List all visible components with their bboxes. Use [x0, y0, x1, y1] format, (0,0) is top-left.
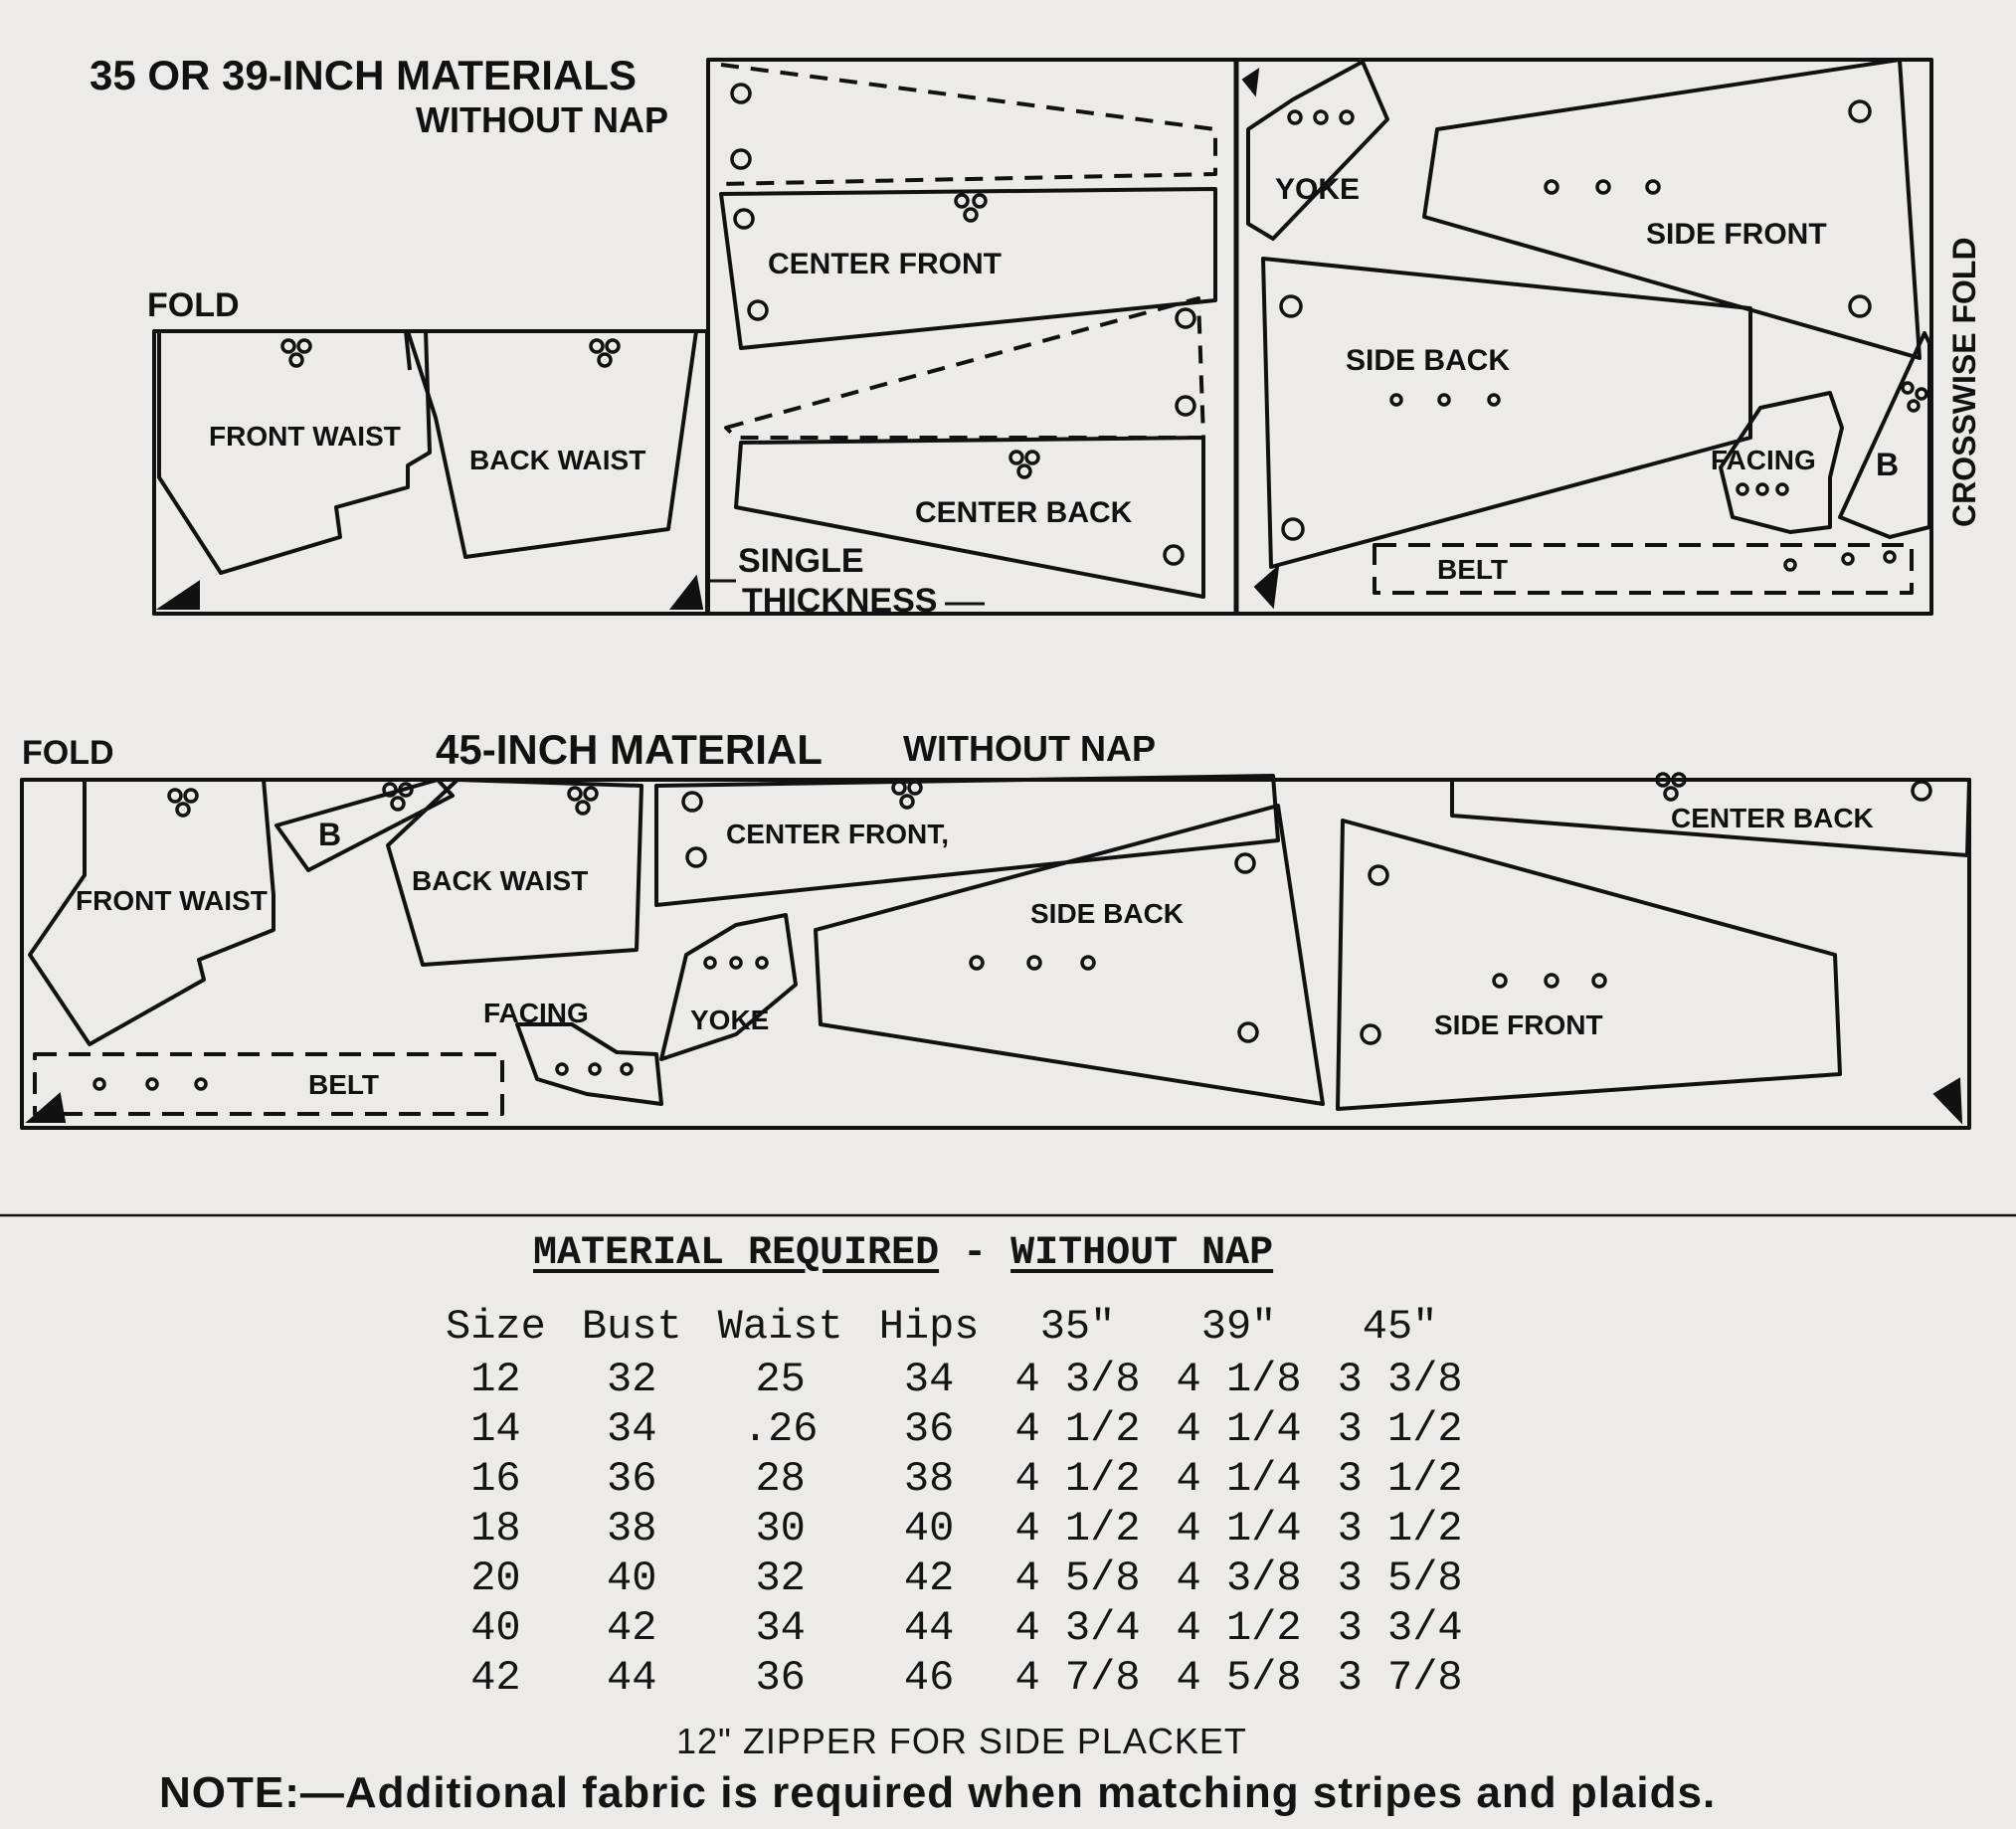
cell: 38: [903, 1455, 955, 1503]
layout1-center-back-dashed: [726, 298, 1203, 438]
col-header-waist: Waist: [717, 1303, 843, 1351]
layout1-single-fabric: [708, 60, 1931, 614]
cell: 25: [755, 1356, 806, 1403]
requirements-title: [533, 1231, 1273, 1276]
col-header-size: Size: [446, 1303, 546, 1351]
layout2-label-center-back: CENTER BACK: [1671, 803, 1874, 833]
cell: 36: [755, 1654, 806, 1702]
fold-mark-1: [159, 582, 199, 609]
fold-mark-2: [671, 577, 702, 609]
cell: 34: [903, 1356, 955, 1403]
cell: 3 1/2: [1337, 1455, 1463, 1503]
zipper-note: 12" ZIPPER FOR SIDE PLACKET: [676, 1721, 1247, 1761]
layout2-label-back-waist: BACK WAIST: [412, 865, 589, 896]
requirements-table: [428, 1303, 1481, 1703]
layout1-center-front-dashed: [721, 65, 1215, 184]
layout2-side-front-piece: [1338, 821, 1840, 1109]
layout2-label-belt: BELT: [308, 1069, 380, 1100]
layout2-label-facing: FACING: [483, 998, 589, 1028]
layout1-label-side-back: SIDE BACK: [1346, 344, 1511, 377]
table-row: [428, 1404, 1481, 1454]
cell: 20: [470, 1555, 521, 1602]
cell: 40: [470, 1604, 521, 1652]
layout1-thickness-label: THICKNESS: [742, 582, 938, 620]
layout1-label-center-back: CENTER BACK: [915, 496, 1133, 529]
cell: 34: [607, 1405, 657, 1453]
col-header-39: 39": [1200, 1303, 1277, 1351]
cell: 38: [607, 1505, 657, 1553]
layout1-title: 35 OR 39-INCH MATERIALS: [90, 52, 637, 98]
layout2-label-yoke: YOKE: [690, 1005, 770, 1035]
cell: 32: [607, 1356, 657, 1403]
layout1-label-back-waist: BACK WAIST: [469, 445, 646, 475]
cell: 4 1/2: [1014, 1455, 1141, 1503]
layout2-label-side-front: SIDE FRONT: [1434, 1009, 1603, 1040]
cell: 40: [607, 1555, 657, 1602]
col-header-35: 35": [1039, 1303, 1116, 1351]
fold-mark-3: [1243, 70, 1258, 94]
cell: 30: [755, 1505, 806, 1553]
table-row: [428, 1504, 1481, 1554]
layout1-subtitle: WITHOUT NAP: [416, 99, 668, 140]
layout2-subtitle: WITHOUT NAP: [903, 728, 1156, 769]
cell: .26: [742, 1405, 819, 1453]
requirements-title-b: WITHOUT NAP: [1010, 1231, 1274, 1276]
cell: 4 1/8: [1176, 1356, 1302, 1403]
cell: 28: [755, 1455, 806, 1503]
cell: 46: [903, 1654, 955, 1702]
cell: 4 3/8: [1014, 1356, 1141, 1403]
cell: 4 1/2: [1014, 1405, 1141, 1453]
cell: 3 3/8: [1337, 1356, 1463, 1403]
table-row: [428, 1355, 1481, 1404]
cell: 18: [470, 1505, 521, 1553]
cell: 4 1/2: [1176, 1604, 1302, 1652]
col-header-45: 45": [1362, 1303, 1438, 1351]
cell: 36: [903, 1405, 955, 1453]
layout1-yoke-piece: [1248, 62, 1387, 239]
layout1-side-back-piece: [1263, 259, 1750, 567]
table-row: [428, 1454, 1481, 1504]
cell: 40: [903, 1505, 955, 1553]
table-row: [428, 1603, 1481, 1653]
cell: 4 3/4: [1014, 1604, 1141, 1652]
layout2-b-piece: [276, 780, 453, 870]
cell: 4 3/8: [1176, 1555, 1302, 1602]
layout2-fold-label: FOLD: [22, 734, 114, 772]
layout1-side-front-piece: [1424, 60, 1920, 358]
cell: 4 1/4: [1176, 1455, 1302, 1503]
cell: 16: [470, 1455, 521, 1503]
cell: 4 1/4: [1176, 1405, 1302, 1453]
layout1-label-side-front: SIDE FRONT: [1646, 218, 1827, 251]
layout1-label-center-front: CENTER FRONT: [768, 248, 1002, 280]
requirements-header-row: [428, 1303, 1481, 1355]
cell: 3 1/2: [1337, 1405, 1463, 1453]
layout2-yoke-piece: [661, 915, 796, 1059]
cell: 44: [607, 1654, 657, 1702]
layout2-facing-piece: [517, 1024, 661, 1104]
layout1-b-piece: [1840, 333, 1929, 537]
layout1-crosswise-fold-label: CROSSWISE FOLD: [1946, 237, 1982, 527]
cell: 4 7/8: [1014, 1654, 1141, 1702]
table-row: [428, 1554, 1481, 1603]
cell: 36: [607, 1455, 657, 1503]
fabric-note: NOTE:—Additional fabric is required when matching stripes and plaids.: [159, 1768, 1717, 1817]
layout2-label-center-front: CENTER FRONT,: [726, 819, 949, 849]
layout2-side-back-piece: [816, 806, 1323, 1104]
layout1-label-yoke: YOKE: [1275, 173, 1361, 206]
requirements-title-sep: -: [939, 1231, 1011, 1276]
cell: 42: [470, 1654, 521, 1702]
requirements-title-a: MATERIAL REQUIRED: [533, 1231, 940, 1276]
fold-mark-4: [1255, 567, 1278, 607]
cell: 3 1/2: [1337, 1505, 1463, 1553]
layout2-label-b: B: [318, 817, 342, 852]
cell: 44: [903, 1604, 955, 1652]
layout2-label-side-back: SIDE BACK: [1030, 898, 1185, 929]
table-row: [428, 1653, 1481, 1703]
layout1-label-b: B: [1876, 447, 1900, 482]
cell: 3 5/8: [1337, 1555, 1463, 1602]
cell: 4 5/8: [1014, 1555, 1141, 1602]
layout1-label-belt: BELT: [1437, 554, 1509, 585]
cell: 42: [903, 1555, 955, 1602]
layout1-single-label: SINGLE: [738, 542, 864, 580]
fold-mark-6: [1934, 1079, 1961, 1122]
cell: 4 5/8: [1176, 1654, 1302, 1702]
col-header-bust: Bust: [581, 1303, 682, 1351]
cell: 42: [607, 1604, 657, 1652]
layout1-label-facing: FACING: [1711, 445, 1816, 475]
cell: 3 3/4: [1337, 1604, 1463, 1652]
cell: 12: [470, 1356, 521, 1403]
layout1-fold-label: FOLD: [147, 286, 240, 324]
cell: 4 1/4: [1176, 1505, 1302, 1553]
cell: 34: [755, 1604, 806, 1652]
cell: 32: [755, 1555, 806, 1602]
cell: 14: [470, 1405, 521, 1453]
cell: 4 1/2: [1014, 1505, 1141, 1553]
layout1-label-front-waist: FRONT WAIST: [209, 421, 401, 452]
layout2-label-front-waist: FRONT WAIST: [76, 885, 268, 916]
layout2-title: 45-INCH MATERIAL: [436, 726, 823, 773]
col-header-hips: Hips: [878, 1303, 980, 1351]
cell: 3 7/8: [1337, 1654, 1463, 1702]
